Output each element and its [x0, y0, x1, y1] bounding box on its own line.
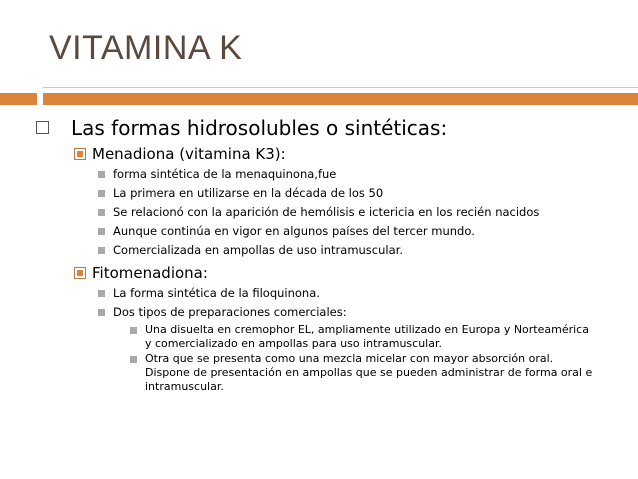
bullet-level1	[71, 116, 447, 140]
square-bullet-icon	[98, 309, 105, 316]
bullet-level3	[113, 286, 320, 300]
square-bullet-icon	[98, 171, 105, 178]
title-divider-line	[43, 87, 638, 88]
bullet-level3	[113, 243, 403, 257]
bullet-text-line: Otra que se presenta como una mezcla micelar con mayor absorción oral.	[145, 352, 554, 365]
square-bullet-icon	[74, 267, 86, 279]
square-bullet-icon	[130, 356, 137, 363]
hollow-square-bullet-icon	[36, 121, 49, 134]
bullet-level4	[145, 352, 592, 394]
accent-bar-left	[0, 93, 37, 105]
bullet-level2	[92, 145, 286, 163]
bullet-level3	[113, 205, 539, 219]
square-bullet-icon	[98, 247, 105, 254]
bullet-text: Dos tipos de preparaciones comerciales:	[113, 305, 347, 319]
square-bullet-icon	[98, 209, 105, 216]
bullet-text: Aunque continúa en vigor en algunos países del tercer mundo.	[113, 224, 475, 238]
bullet-text-line: y comercializado en ampollas para uso intramuscular.	[145, 337, 442, 350]
bullet-text-line: Una disuelta en cremophor EL, ampliamente utilizado en Europa y Norteamérica	[145, 323, 589, 336]
bullet-text: Menadiona (vitamina K3):	[92, 145, 286, 163]
bullet-level3	[113, 167, 336, 181]
square-bullet-icon	[98, 228, 105, 235]
bullet-level3	[113, 186, 383, 200]
slide-title: VITAMINA K	[49, 29, 243, 67]
square-bullet-icon	[98, 290, 105, 297]
square-bullet-icon	[74, 148, 86, 160]
bullet-text: La primera en utilizarse en la década de los 50	[113, 186, 384, 200]
accent-bar-right	[43, 93, 638, 105]
bullet-text: Se relacionó con la aparición de hemólisis e ictericia en los recién nacidos	[113, 205, 540, 219]
square-bullet-icon	[130, 327, 137, 334]
bullet-level3	[113, 224, 475, 238]
bullet-text: Fitomenadiona:	[92, 264, 208, 282]
bullet-text: Las formas hidrosolubles o sintéticas:	[71, 116, 448, 140]
bullet-text-line: Dispone de presentación en ampollas que se pueden administrar de forma oral e	[145, 366, 593, 379]
bullet-level3	[113, 305, 347, 319]
square-bullet-icon	[98, 190, 105, 197]
bullet-level2	[92, 264, 208, 282]
bullet-text: Comercializada en ampollas de uso intramuscular.	[113, 243, 403, 257]
bullet-text: La forma sintética de la filoquinona.	[113, 286, 320, 300]
bullet-level4	[145, 323, 589, 351]
bullet-text-line: intramuscular.	[145, 380, 224, 393]
bullet-text: forma sintética de la menaquinona,fue	[113, 167, 337, 181]
